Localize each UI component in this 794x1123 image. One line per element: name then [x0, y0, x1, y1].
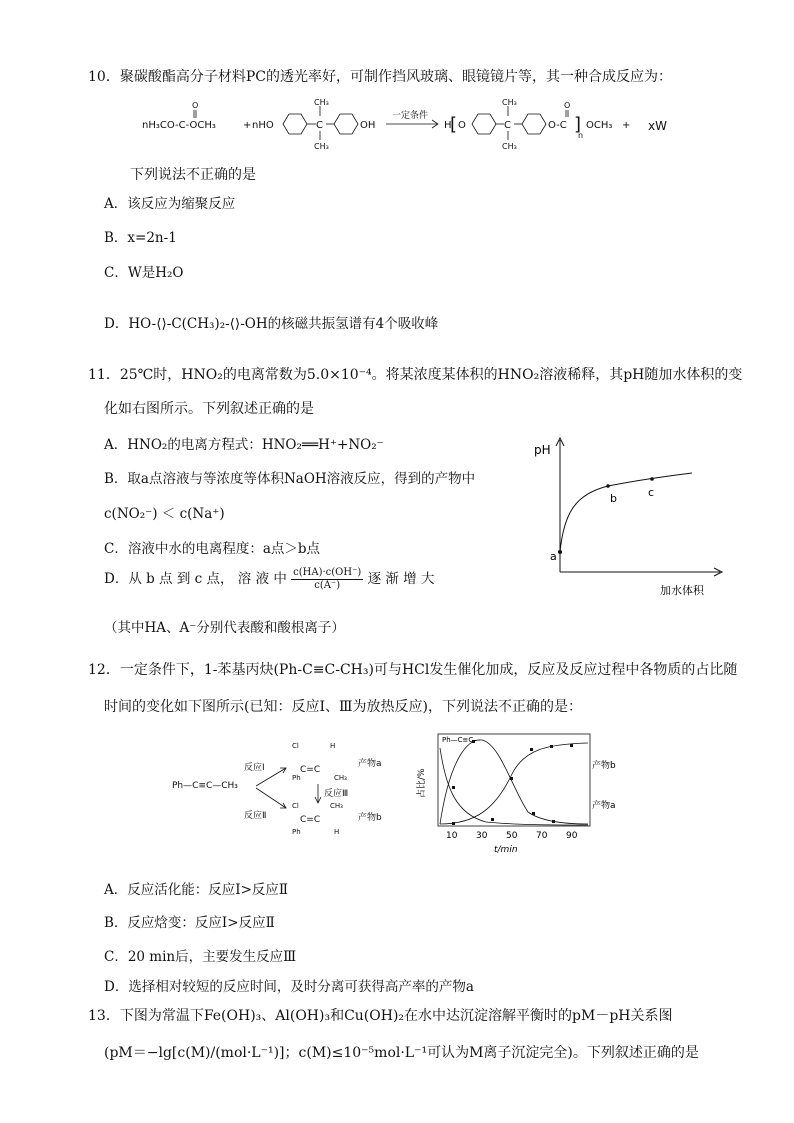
ph-curve	[560, 473, 692, 552]
tick-90: 90	[566, 831, 578, 841]
q12-option-a[interactable]: A．反应活化能：反应Ⅰ>反应Ⅱ	[104, 882, 289, 898]
product-b-curve	[440, 743, 588, 824]
svg-text:O: O	[192, 101, 199, 110]
q13-stem-line2: (pM＝−lg[c(M)/(mol·L⁻¹)]；c(M)≤10⁻⁵mol·L⁻¹可认为M离子沉淀完全)。下列叙述正确的是	[104, 1045, 699, 1061]
fraction-numerator: c(HA)·c(OH⁻)	[293, 567, 362, 578]
chart-label-b: 产物b	[592, 761, 616, 771]
svg-text:H: H	[330, 742, 336, 750]
q11-stem-line1: 11．25℃时，HNO₂的电离常数为5.0×10⁻⁴。将某浓度某体积的HNO₂溶液稀释，其pH随加水体积的变	[88, 367, 743, 383]
q11-note: （其中HA、A⁻分别代表酸和酸根离子）	[104, 620, 345, 636]
q10-reaction-equation	[138, 98, 678, 156]
q11-option-a[interactable]: A．HNO₂的电离方程式：HNO₂══H⁺+NO₂⁻	[104, 437, 384, 453]
svg-text:[: [	[450, 114, 458, 135]
q11-option-d-pre: D．从 b 点 到 c 点， 溶 液 中	[104, 571, 287, 587]
q11-graph-xlabel: 加水体积	[660, 584, 704, 597]
svg-text:Ph: Ph	[292, 828, 301, 836]
q10-option-b[interactable]: B．x=2n-1	[104, 230, 177, 246]
svg-text:xW: xW	[648, 119, 667, 133]
q10-option-c[interactable]: C．W是H₂O	[104, 265, 184, 281]
tick-70: 70	[536, 831, 548, 841]
fraction-denominator: c(A⁻)	[314, 580, 341, 591]
point-b-label: b	[610, 492, 617, 505]
tick-10: 10	[446, 831, 458, 841]
svg-text:CH₃: CH₃	[502, 98, 517, 107]
svg-text:CH₃: CH₃	[502, 142, 517, 151]
chart-label-a: 产物a	[592, 801, 616, 811]
svg-text:H: H	[334, 828, 340, 836]
svg-text:+: +	[622, 120, 631, 131]
q10-option-d-text: D．HO-⟨⟩-C(CH₃)₂-⟨⟩-OH的核磁共振氢谱有4个吸收峰	[104, 316, 439, 332]
product-b-label: 产物b	[358, 813, 382, 823]
svg-text:n: n	[578, 131, 584, 140]
q11-option-c[interactable]: C．溶液中水的电离程度：a点＞b点	[104, 541, 321, 557]
q12-time-chart	[416, 728, 638, 856]
q12-option-c[interactable]: C．20 min后，主要发生反应Ⅲ	[104, 949, 297, 965]
product-a-label: 产物a	[358, 759, 382, 769]
chart-ylabel: 占比/%	[417, 768, 427, 798]
svg-text:Cl: Cl	[292, 742, 299, 750]
point-c-label: c	[648, 486, 655, 499]
q11-ph-graph	[528, 432, 728, 602]
q12-option-d[interactable]: D．选择相对较短的反应时间，及时分离可获得高产率的产物a	[104, 979, 474, 995]
svg-text:nHO: nHO	[252, 120, 274, 131]
q10-reactant1: nH₃CO-C-OCH₃	[142, 120, 216, 131]
q13-stem-line1: 13．下图为常温下Fe(OH)₃、Al(OH)₃和Cu(OH)₂在水中达沉淀溶解平衡时的pM－pH关系图	[88, 1008, 673, 1024]
svg-text:CH₃: CH₃	[330, 802, 343, 810]
svg-text:O: O	[458, 120, 466, 131]
svg-text:C=C: C=C	[300, 815, 321, 825]
q11-option-d-fraction	[291, 567, 363, 592]
product-a-curve	[440, 740, 588, 824]
q11-option-b-line1[interactable]: B．取a点溶液与等浓度等体积NaOH溶液反应，得到的产物中	[104, 471, 476, 487]
svg-text:C: C	[316, 120, 323, 131]
svg-text:]: ]	[574, 114, 582, 135]
q10-plus: +	[243, 120, 252, 131]
svg-text:CH₃: CH₃	[314, 142, 329, 151]
svg-text:C: C	[504, 120, 511, 131]
q11-option-d-post: 逐 渐 增 大	[367, 571, 435, 587]
reaction-3-label: 反应Ⅲ	[324, 789, 349, 799]
reaction-1-label: 反应Ⅰ	[244, 763, 265, 773]
svg-text:CH₃: CH₃	[314, 98, 329, 107]
q11-option-b-line2: c(NO₂⁻) ＜ c(Na⁺)	[104, 506, 225, 522]
tick-30: 30	[476, 831, 488, 841]
q11-option-d[interactable]	[104, 567, 434, 592]
tick-50: 50	[506, 831, 518, 841]
chart-reactant-label: Ph—C≡C—	[442, 736, 481, 744]
q11-stem-line2: 化如右图所示。下列叙述正确的是	[104, 401, 314, 417]
q12-option-b[interactable]: B．反应焓变：反应Ⅰ>反应Ⅱ	[104, 915, 275, 931]
q10-stem: 10．聚碳酸酯高分子材料PC的透光率好，可制作挡风玻璃、眼镜镜片等，其一种合成反应为：	[88, 69, 672, 85]
reaction-2-label: 反应Ⅱ	[244, 811, 267, 821]
svg-text:C=C: C=C	[300, 765, 321, 775]
q12-stem-line1: 12．一定条件下，1-苯基丙炔(Ph-C≡C-CH₃)可与HCl发生催化加成，反应及反应过程中各物质的占比随	[88, 662, 738, 678]
svg-text:Cl: Cl	[292, 802, 299, 810]
svg-text:CH₃: CH₃	[334, 774, 347, 782]
q10-option-d[interactable]	[104, 312, 438, 332]
q12-reaction-scheme	[170, 736, 420, 840]
point-a-label: a	[550, 550, 557, 563]
q10-option-a[interactable]: A．该反应为缩聚反应	[104, 196, 236, 212]
q10-prompt: 下列说法不正确的是	[130, 167, 256, 183]
svg-text:OH: OH	[360, 120, 376, 131]
svg-text:Ph: Ph	[292, 774, 301, 782]
svg-text:OCH₃: OCH₃	[586, 120, 613, 131]
svg-text:O: O	[564, 101, 571, 110]
q12-stem-line2: 时间的变化如下图所示(已知：反应Ⅰ、Ⅲ为放热反应)，下列说法不正确的是：	[104, 699, 582, 715]
scheme-reactant: Ph—C≡C—CH₃	[172, 781, 238, 791]
chart-xlabel: t/min	[494, 845, 518, 855]
q11-graph-ylabel: pH	[534, 443, 551, 457]
svg-text:O-C: O-C	[548, 120, 567, 131]
q10-condition: 一定条件	[392, 111, 429, 121]
svg-text:H: H	[444, 120, 452, 131]
